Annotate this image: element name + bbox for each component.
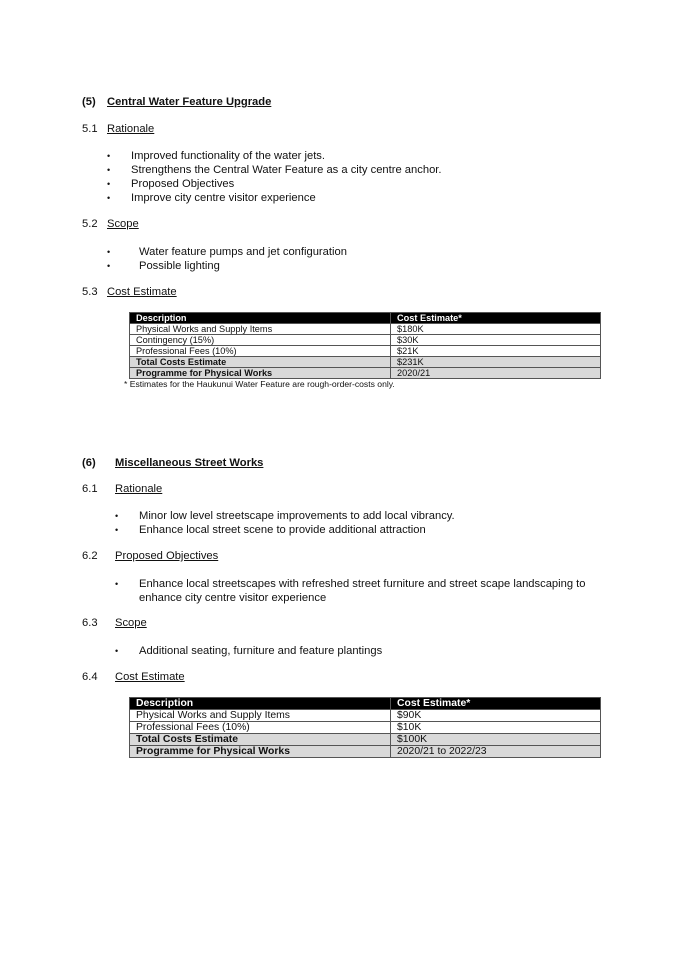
list-item	[107, 163, 607, 177]
bullet-icon: •	[107, 193, 111, 203]
list-item-text: Enhance local street scene to provide additional attraction	[139, 524, 426, 536]
table-row	[130, 335, 601, 346]
table-header-cell: Description	[130, 698, 391, 710]
table-row-programme	[130, 368, 601, 379]
bullet-icon: •	[107, 179, 111, 189]
subsection-6-3-number: 6.3	[82, 617, 98, 629]
table-cell: $21K	[391, 346, 601, 357]
table-cell: Total Costs Estimate	[130, 734, 391, 746]
bullet-icon: •	[115, 525, 119, 535]
list-item-text: Improve city centre visitor experience	[131, 192, 316, 204]
list-item	[115, 644, 605, 658]
table-cell: Total Costs Estimate	[130, 357, 391, 368]
cost-estimate-table-6	[129, 697, 601, 758]
table-cell: Contingency (15%)	[130, 335, 391, 346]
table-row-programme	[130, 746, 601, 758]
table-row-total	[130, 357, 601, 368]
table-cell: Professional Fees (10%)	[130, 722, 391, 734]
subsection-6-2-heading: Proposed Objectives	[115, 550, 219, 562]
cost-estimate-table-5	[129, 312, 601, 379]
list-item-text: Additional seating, furniture and feature plantings	[139, 645, 383, 657]
table-cell: Programme for Physical Works	[130, 746, 391, 758]
table-header-cell: Cost Estimate*	[391, 698, 601, 710]
bullet-icon: •	[107, 165, 111, 175]
list-item	[107, 177, 607, 191]
table-cell: 2020/21 to 2022/23	[391, 746, 601, 758]
table-cell: $30K	[391, 335, 601, 346]
section-5-title: Central Water Feature Upgrade	[107, 96, 272, 108]
subsection-6-1-number: 6.1	[82, 483, 98, 495]
subsection-5-2-number: 5.2	[82, 218, 98, 230]
table-cell: $180K	[391, 324, 601, 335]
table-row	[130, 710, 601, 722]
table-row	[130, 324, 601, 335]
list-item	[107, 191, 607, 205]
subsection-5-1-heading: Rationale	[107, 123, 155, 135]
rationale-6-list	[115, 509, 605, 537]
section-5-number: (5)	[82, 96, 96, 108]
rationale-5-list	[107, 149, 607, 205]
list-item-text: Enhance local streetscapes with refreshed street furniture and street scape landscaping to enhance city centre visitor experience	[139, 578, 586, 604]
list-item-text: Improved functionality of the water jets.	[131, 150, 326, 162]
table-header-cell: Description	[130, 313, 391, 324]
list-item	[115, 523, 605, 537]
subsection-5-1-number: 5.1	[82, 123, 98, 135]
table-cell: $90K	[391, 710, 601, 722]
section-6-number: (6)	[82, 457, 96, 469]
bullet-icon: •	[107, 261, 111, 271]
cost-footnote: * Estimates for the Haukunui Water Feature are rough-order-costs only.	[124, 379, 395, 389]
bullet-icon: •	[107, 247, 111, 257]
list-item-text: Proposed Objectives	[131, 178, 235, 190]
objectives-6-list	[115, 577, 605, 605]
subsection-5-2-heading: Scope	[107, 218, 139, 230]
subsection-6-4-number: 6.4	[82, 671, 98, 683]
table-row	[130, 346, 601, 357]
list-item	[107, 245, 607, 259]
subsection-5-3-number: 5.3	[82, 286, 98, 298]
table-header-cell: Cost Estimate*	[391, 313, 601, 324]
subsection-6-1-heading: Rationale	[115, 483, 163, 495]
list-item	[115, 509, 605, 523]
table-cell: Physical Works and Supply Items	[130, 324, 391, 335]
bullet-icon: •	[107, 151, 111, 161]
list-item-text: Possible lighting	[139, 260, 220, 272]
list-item-text: Minor low level streetscape improvements to add local vibrancy.	[139, 510, 455, 522]
list-item-text: Water feature pumps and jet configuration	[139, 246, 347, 258]
scope-6-list	[115, 644, 605, 658]
table-row-total	[130, 734, 601, 746]
section-6-title: Miscellaneous Street Works	[115, 457, 264, 469]
subsection-5-3-heading: Cost Estimate	[107, 286, 177, 298]
table-cell: Programme for Physical Works	[130, 368, 391, 379]
table-cell: Physical Works and Supply Items	[130, 710, 391, 722]
bullet-icon: •	[115, 646, 119, 656]
table-cell: $100K	[391, 734, 601, 746]
list-item	[115, 577, 605, 605]
bullet-icon: •	[115, 579, 119, 589]
list-item	[107, 259, 607, 273]
table-header-row	[130, 698, 601, 710]
table-cell: $10K	[391, 722, 601, 734]
subsection-6-2-number: 6.2	[82, 550, 98, 562]
bullet-icon: •	[115, 511, 119, 521]
subsection-6-4-heading: Cost Estimate	[115, 671, 185, 683]
table-row	[130, 722, 601, 734]
table-header-row	[130, 313, 601, 324]
table-cell: $231K	[391, 357, 601, 368]
table-cell: 2020/21	[391, 368, 601, 379]
subsection-6-3-heading: Scope	[115, 617, 147, 629]
list-item	[107, 149, 607, 163]
scope-5-list	[107, 245, 607, 273]
table-cell: Professional Fees (10%)	[130, 346, 391, 357]
list-item-text: Strengthens the Central Water Feature as a city centre anchor.	[131, 164, 442, 176]
